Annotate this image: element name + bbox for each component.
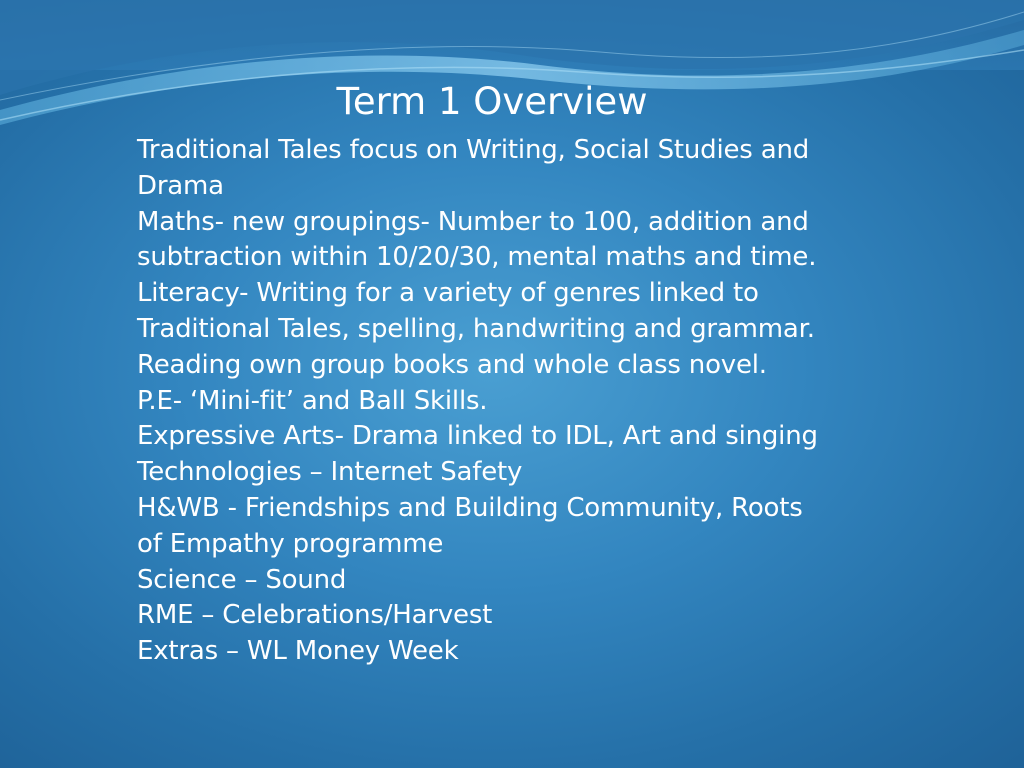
body-line: Reading own group books and whole class novel. xyxy=(137,349,767,380)
body-line: H&WB - Friendships and Building Community, Roots xyxy=(137,492,803,523)
body-line: Maths- new groupings- Number to 100, addition and xyxy=(137,206,809,237)
body-line: Extras – WL Money Week xyxy=(137,636,459,667)
overview-text-block xyxy=(137,133,927,670)
body-line: of Empathy programme xyxy=(137,528,444,559)
body-line: Drama xyxy=(137,170,224,201)
body-line: P.E- ‘Mini-fit’ and Ball Skills. xyxy=(137,385,488,416)
body-line: Science – Sound xyxy=(137,564,347,595)
body-line: Expressive Arts- Drama linked to IDL, Art and singing xyxy=(137,421,818,452)
body-line: RME – Celebrations/Harvest xyxy=(137,600,493,631)
body-line: Traditional Tales focus on Writing, Social Studies and xyxy=(137,135,810,165)
body-line: Literacy- Writing for a variety of genres linked to xyxy=(137,278,759,309)
slide-title: Term 1 Overview xyxy=(336,80,648,123)
body-line: subtraction within 10/20/30, mental maths and time. xyxy=(137,242,817,273)
body-line: Traditional Tales, spelling, handwriting and grammar. xyxy=(137,313,815,344)
body-line: Technologies – Internet Safety xyxy=(137,457,523,488)
